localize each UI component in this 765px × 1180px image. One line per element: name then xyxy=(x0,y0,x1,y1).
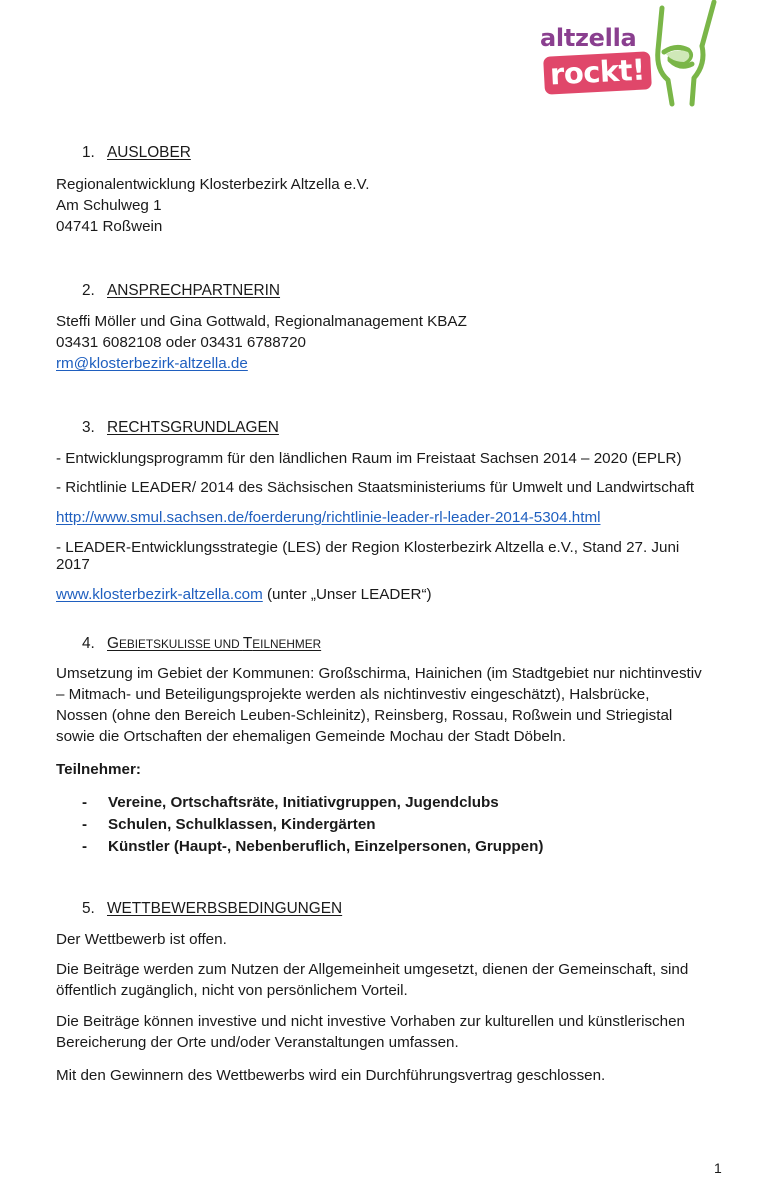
legal-basis-eplr: - Entwicklungsprogramm für den ländlichen Raum im Freistaat Sachsen 2014 – 2020 (EPLR) xyxy=(56,450,682,467)
section-number: 3. xyxy=(82,419,95,436)
section-1-heading xyxy=(82,144,191,162)
conditions-contract: Mit den Gewinnern des Wettbewerbs wird ein Durchführungsvertrag geschlossen. xyxy=(56,1067,606,1084)
participants-label: Teilnehmer: xyxy=(56,761,141,778)
contact-email-link[interactable]: rm@klosterbezirk-altzella.de xyxy=(56,355,248,372)
section-title: WETTBEWERBSBEDINGUNGEN xyxy=(107,900,343,917)
conditions-projects-line-1: Die Beiträge können investive und nicht investive Vorhaben zur kulturellen und künstlerischen xyxy=(56,1013,685,1030)
participant-item: - Künstler (Haupt-, Nebenberuflich, Einzelpersonen, Gruppen) xyxy=(82,838,544,855)
website-note: (unter „Unser LEADER“) xyxy=(262,586,432,603)
area-text-line-3: Nossen (ohne den Bereich Leuben-Schleinitz), Reinsberg, Rossau, Roßwein und Striegistal xyxy=(56,707,673,724)
section-number: 4. xyxy=(82,635,95,652)
website-line xyxy=(56,586,432,603)
section-number: 5. xyxy=(82,900,95,917)
logo-word-rockt: rockt! xyxy=(549,52,646,92)
area-text-line-4: sowie die Ortschaften der ehemaligen Gemeinde Mochau der Stadt Döbeln. xyxy=(56,728,566,745)
section-5-heading xyxy=(82,900,342,918)
klosterbezirk-website-link[interactable]: www.klosterbezirk-altzella.com xyxy=(56,586,263,603)
area-text-line-1: Umsetzung im Gebiet der Kommunen: Großschirma, Hainichen (im Stadtgebiet nur nichtinvestiv xyxy=(56,665,702,682)
section-title: GEBIETSKULISSE UND TEILNEHMER xyxy=(107,635,322,652)
conditions-public-line-1: Die Beiträge werden zum Nutzen der Allgemeinheit umgesetzt, dienen der Gemeinschaft, sind xyxy=(56,961,689,978)
organizer-name: Regionalentwicklung Klosterbezirk Altzella e.V. xyxy=(56,176,370,193)
legal-basis-les-year: 2017 xyxy=(56,556,90,573)
legal-basis-les: - LEADER-Entwicklungsstrategie (LES) der Region Klosterbezirk Altzella e.V., Stand 27. Juni xyxy=(56,539,680,556)
contact-phones: 03431 6082108 oder 03431 6788720 xyxy=(56,334,306,351)
area-text-line-2: – Mitmach- und Beteiligungsprojekte werden als nichtinvestiv eingeschätzt), Halsbrücke, xyxy=(56,686,650,703)
section-number: 2. xyxy=(82,282,95,299)
organizer-street: Am Schulweg 1 xyxy=(56,197,162,214)
smul-leader-link[interactable]: http://www.smul.sachsen.de/foerderung/richtlinie-leader-rl-leader-2014-5304.html xyxy=(56,509,601,526)
contact-names: Steffi Möller und Gina Gottwald, Regionalmanagement KBAZ xyxy=(56,313,467,330)
section-title: ANSPRECHPARTNERIN xyxy=(107,282,281,299)
altzella-rockt-logo xyxy=(534,0,724,110)
section-title: RECHTSGRUNDLAGEN xyxy=(107,419,279,436)
section-3-heading xyxy=(82,419,279,437)
page-number: 1 xyxy=(714,1160,722,1176)
logo-word-altzella: altzella xyxy=(540,24,637,52)
conditions-projects-line-2: Bereicherung der Orte und/oder Veranstaltungen umfassen. xyxy=(56,1034,459,1051)
participant-item: - Schulen, Schulklassen, Kindergärten xyxy=(82,816,376,833)
legal-basis-leader-directive: - Richtlinie LEADER/ 2014 des Sächsischen Staatsministeriums für Umwelt und Landwirtschaft xyxy=(56,479,695,496)
section-title: AUSLOBER xyxy=(107,144,191,161)
section-4-heading xyxy=(82,635,321,653)
conditions-open: Der Wettbewerb ist offen. xyxy=(56,931,227,948)
conditions-public-line-2: öffentlich zugänglich, nicht von persönlichem Vorteil. xyxy=(56,982,408,999)
rock-hand-icon xyxy=(636,0,722,108)
participant-item: - Vereine, Ortschaftsräte, Initiativgruppen, Jugendclubs xyxy=(82,794,499,811)
section-2-heading xyxy=(82,282,280,300)
section-number: 1. xyxy=(82,144,95,161)
organizer-city: 04741 Roßwein xyxy=(56,218,163,235)
